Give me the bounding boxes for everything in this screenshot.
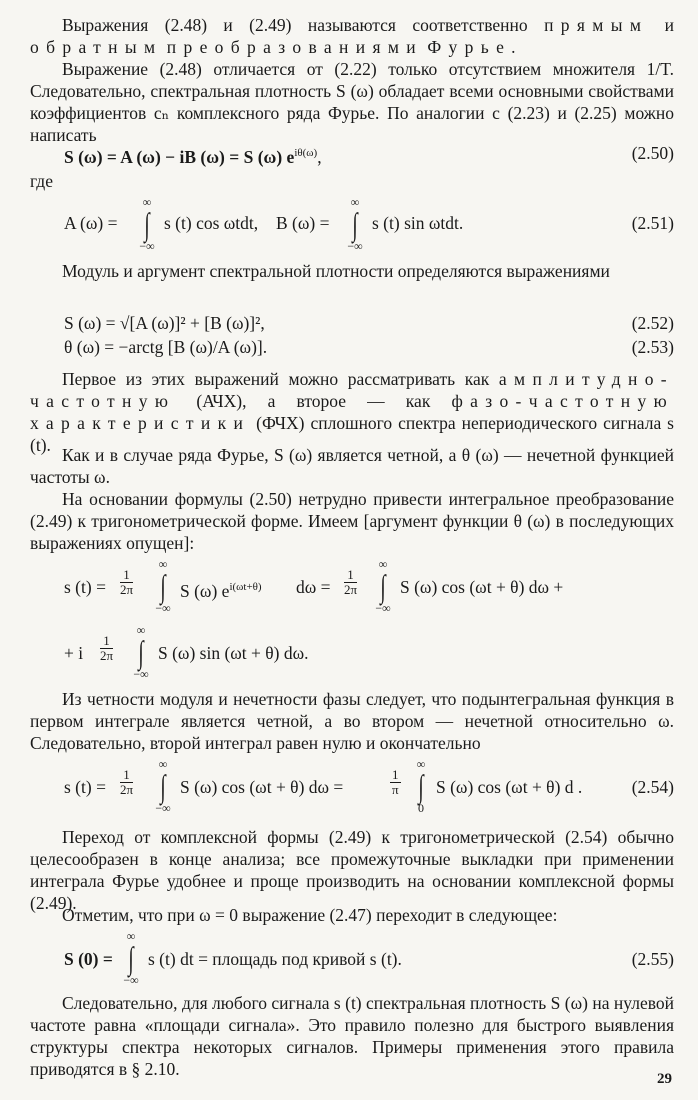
paragraph-parity: Как и в случае ряда Фурье, S (ω) является четной, а θ (ω) — нечетной функцией частоты ω. [30,445,674,487]
equation-2-55: S (0) = ∞ ∫ −∞ s (t) dt = площадь под кривой s (t). (2.55) [64,929,674,987]
paragraph-modulus-argument: Модуль и аргумент спектральной плотности определяются выражениями [62,261,610,281]
equation-2-51: A (ω) = ∞ ∫ −∞ s (t) cos ωtdt, B (ω) = ∞ ∫ −∞ s (t) sin ωtdt. (2.51) [64,195,674,253]
integral-sign: ∞ ∫ −∞ [155,757,171,815]
paragraph-definitions: Выражения (2.48) и (2.49) называются соответственно прямым и обратным преобразованиями Фурье. [30,15,675,57]
integral-sign: ∞ ∫ −∞ [123,929,139,987]
equation-2-50: S (ω) = A (ω) − iB (ω) = S (ω) $e^{i\theta(\omega)}$, (2.50) [64,143,674,167]
integral-sign: ∞ ∫ −∞ [155,557,171,615]
word-where: где [30,171,53,191]
paragraph-frequency-characteristics: Первое из этих выражений можно рассматривать как амплитудно-частотную (АЧХ), а второе — как фазо-частотную характеристики (ФЧХ) сплошного спектра непериодического сигнала s (t). [30,369,674,455]
paragraph-conclusion: Из четности модуля и нечетности фазы следует, что подынтегральная функция в первом интеграле является четной, а во втором — нечетной относительно ω. Следовательно, второй интеграл равен нулю и окончательно [30,689,674,753]
integral-sign: ∞ ∫ −∞ [133,623,149,681]
equation-2-53: θ (ω) = −arctg [B (ω)/A (ω)]. (2.53) [64,337,674,357]
equation-inverse-expanded-line2: + i $\frac{1}{2\pi}$ ∞ ∫ −∞ S (ω) sin (ωt + θ) dω. [64,623,309,681]
integral-sign: ∞ ∫ −∞ [347,195,363,253]
paragraph-zero-frequency: Отметим, что при ω = 0 выражение (2.47) переходит в следующее: [62,905,558,925]
integral-sign: ∞ ∫ −∞ [139,195,155,253]
paragraph-signal-area: Следовательно, для любого сигнала s (t) спектральная плотность S (ω) на нулевой частоте равна «площади сигнала». Это правило полезно для быстрого выявления структуры спектра некоторых сигналов. Примеры применения этого правила приводятся в § 2.10. [30,993,674,1079]
paragraph-trigonometric: На основании формулы (2.50) нетрудно привести интегральное преобразование (2.49) к тригонометрической форме. Имеем [аргумент функции θ (ω) в последующих выражениях опущен]: [30,489,674,553]
integral-sign: ∞ ∫ −∞ [375,557,391,615]
paragraph-transition: Переход от комплексной формы (2.49) к тригонометрической (2.54) обычно целесообразен в конце анализа; все промежуточные выкладки при применении интеграла Фурье удобнее и проще производить на основании комплексной формы (2.49). [30,827,674,913]
integral-sign: ∞ ∫ 0 [416,757,426,815]
equation-2-54: s (t) = $\frac{1}{2\pi}$ ∞ ∫ −∞ S (ω) cos (ωt + θ) dω = $\frac{1}{\pi}$ ∞ ∫ 0 S (ω) cos (ωt + θ) d . (2.54) [64,757,674,815]
equation-2-52: S (ω) = √[A (ω)]² + [B (ω)]², (2.52) [64,313,674,333]
equation-inverse-expanded-line1: s (t) = $\frac{1}{2\pi}$ ∞ ∫ −∞ S (ω) $e^{i(\omega t+\theta)}$ dω = $\frac{1}{2\pi}$ ∞ ∫ −∞ S (ω) cos (ωt + θ) dω + [64,557,564,615]
page-number: 29 [657,1071,672,1087]
paragraph-spectral-density: Выражение (2.48) отличается от (2.22) только отсутствием множителя 1/T. Следовательно, спектральная плотность S (ω) обладает всеми основными свойствами коэффициентов cₙ комплексного ряда Фурье. По аналогии с (2.23) и (2.25) можно написать [30,59,674,145]
